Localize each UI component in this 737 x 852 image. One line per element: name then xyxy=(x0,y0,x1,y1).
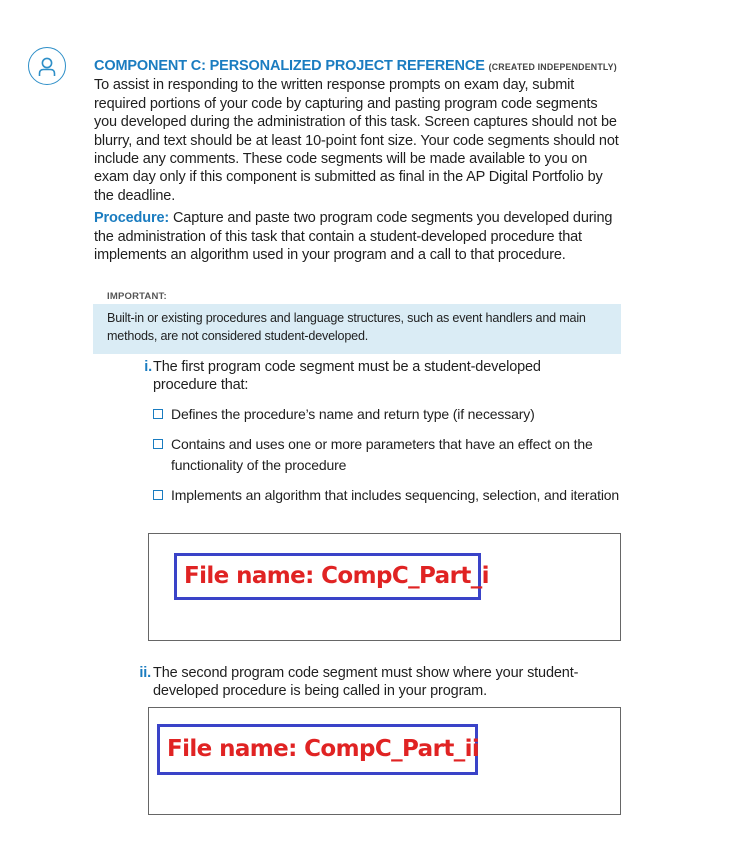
file-name-annotation: File name: CompC_Part_i xyxy=(174,553,481,600)
file-name-annotation: File name: CompC_Part_ii xyxy=(157,724,478,775)
list-item-ii xyxy=(132,664,602,700)
checkbox-icon xyxy=(153,490,163,500)
important-text: Built-in or existing procedures and language structures, such as event handlers and main methods, are not considered student-developed. xyxy=(107,311,586,343)
component-intro xyxy=(94,57,624,205)
component-section xyxy=(94,57,624,264)
component-title: COMPONENT C: PERSONALIZED PROJECT REFERENCE xyxy=(94,58,485,74)
component-body: To assist in responding to the written response prompts on exam day, submit required portions of your code by capturing and pasting program code segments you developed during the administration of this task. Screen captures should not be blurry, and text should be at least 10-point font size. Your code segments should not include any comments. These code segments will be made available to you on exam day only if this component is submitted as final in the AP Digital Portfolio by the deadline. xyxy=(94,77,619,204)
checklist-item xyxy=(153,434,621,476)
item-number: i. xyxy=(144,359,152,375)
component-note: (CREATED INDEPENDENTLY) xyxy=(488,62,617,72)
procedure-label: Procedure: xyxy=(94,210,170,227)
checkbox-icon xyxy=(153,409,163,419)
important-callout xyxy=(93,304,621,354)
checklist-item xyxy=(153,485,621,506)
checklist-item xyxy=(153,404,621,425)
checklist-text: Contains and uses one or more parameters that have an effect on the functionality of the procedure xyxy=(171,436,593,473)
checkbox-icon xyxy=(153,439,163,449)
person-icon xyxy=(28,47,66,85)
checklist-text: Implements an algorithm that includes sequencing, selection, and iteration xyxy=(171,487,620,503)
item-number: ii. xyxy=(139,665,151,681)
checklist-text: Defines the procedure’s name and return type (if necessary) xyxy=(171,406,535,422)
procedure-text: Capture and paste two program code segments you developed during the administration of this task that contain a student-developed procedure that implements an algorithm used in your program and a call to that procedure. xyxy=(94,210,613,264)
important-label: IMPORTANT: xyxy=(107,291,167,302)
item-text: The first program code segment must be a student-developed procedure that: xyxy=(153,359,541,393)
item-text: The second program code segment must show where your student-developed procedure is being called in your program. xyxy=(153,665,579,699)
list-item-i xyxy=(134,358,604,394)
procedure-paragraph xyxy=(94,209,624,264)
